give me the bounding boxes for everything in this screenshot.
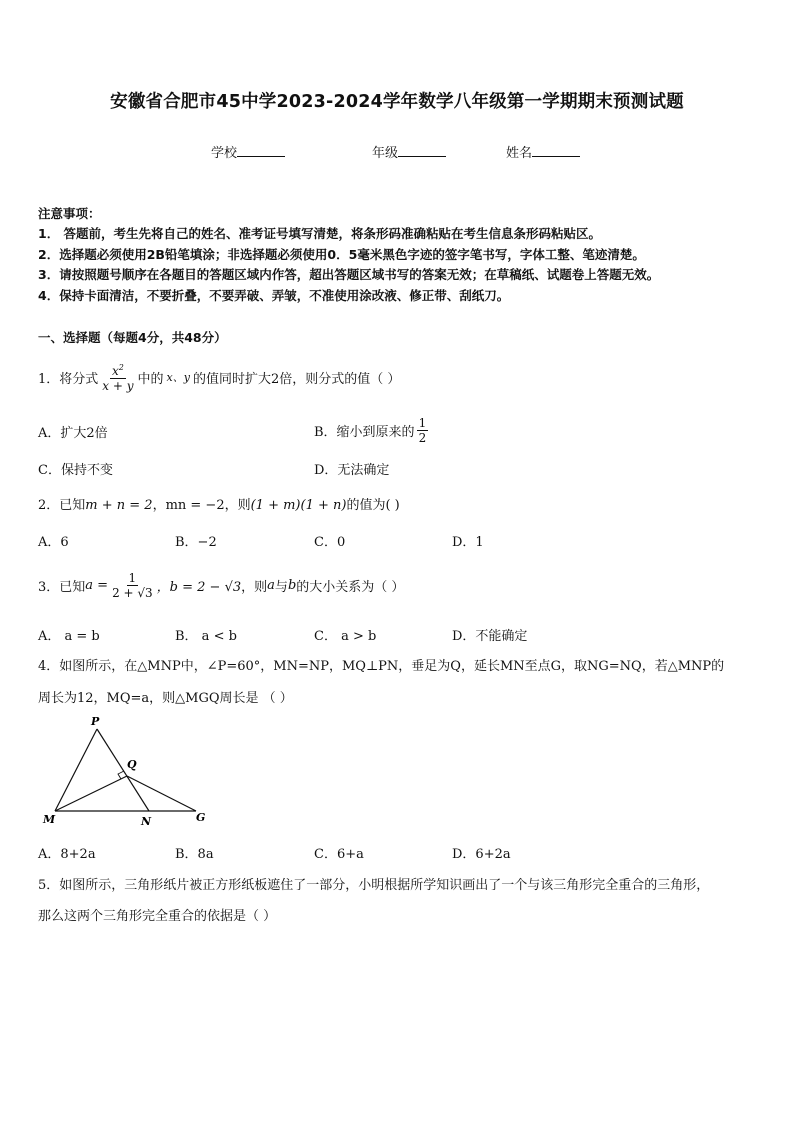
q2-eq2: ，mn = −2，则 [152,498,251,513]
q1-option-a[interactable]: A．扩大2倍 [38,426,108,441]
notice-item: 3．请按照题号顺序在各题目的答题区域内作答，超出答题区域书写的答案无效；在草稿纸、试题卷上答题无效。 [38,267,660,282]
name-blank[interactable] [532,144,580,157]
q3-mid: ，则 [241,579,268,595]
q5-line-1: 5．如图所示，三角形纸片被正方形纸板遮住了一部分，小明根据所学知识画出了一个与该三角形完全重合的三角形， [38,878,710,893]
q3-a-fraction [110,571,155,600]
segment-mq [55,776,127,811]
school-blank[interactable] [237,144,285,157]
q1-vars: x、y [166,371,190,384]
q3-a-lhs: a = [85,577,109,593]
q3-option-a[interactable]: A． a = b [38,629,100,644]
grade-label: 年级 [372,146,399,161]
q3-a: a [267,577,275,593]
q3-yu: 与 [274,579,288,595]
q2-option-c[interactable]: C．0 [314,535,346,550]
q3-option-b[interactable]: B． a < b [175,629,237,644]
notice-item: 4．保持卡面清洁，不要折叠，不要弄破、弄皱，不准使用涂改液、修正带、刮纸刀。 [38,288,510,303]
q1-option-b[interactable] [314,410,430,450]
question-2 [38,494,400,513]
q2-eq1: m + n = 2 [85,498,153,513]
q1-prefix: 1．将分式 [38,371,99,387]
q1-optb-den: 2 [418,430,427,445]
question-3 [38,563,404,607]
q3-suffix: 的大小关系为（ ） [296,579,405,595]
question-1 [38,356,400,398]
notice-item: 1． 答题前，考生先将自己的姓名、准考证号填写清楚，将条形码准确粘贴在考生信息条形码粘贴区。 [38,226,602,241]
q4-option-b[interactable]: B．8a [175,847,214,862]
name-field[interactable] [506,142,580,161]
label-q: Q [127,758,137,771]
label-n: N [141,815,152,828]
q3-option-d[interactable]: D．不能确定 [452,629,528,644]
q1-option-d[interactable]: D．无法确定 [314,463,390,478]
name-label: 姓名 [506,146,533,161]
q3-prefix: 3．已知 [38,579,86,595]
q3-a-num: 1 [128,570,137,585]
q4-option-a[interactable]: A．8+2a [38,847,96,862]
q1-frac-den: x + y [102,379,134,393]
q3-option-c[interactable]: C． a > b [314,629,377,644]
q3-a-den: 2 + √3 [112,585,153,600]
q2-option-d[interactable]: D．1 [452,535,484,550]
grade-blank[interactable] [398,144,446,157]
q2-expr: (1 + m)(1 + n) [250,498,347,513]
q1-optb-num: 1 [418,415,427,430]
q1-frac-sup: 2 [118,363,124,372]
label-m: M [43,813,56,826]
q1-frac-num: x [111,364,119,378]
q2-option-a[interactable]: A．6 [38,535,69,550]
grade-field[interactable] [372,142,446,161]
school-field[interactable] [211,142,285,161]
q1-optb-text: B．缩小到原来的 [314,424,415,440]
label-g: G [196,811,206,824]
segment-mp [55,729,97,811]
page-title: 安徽省合肥市45中学2023-2024学年数学八年级第一学期期末预测试题 [110,92,684,112]
notice-item: 2．选择题必须使用2B铅笔填涂；非选择题必须使用0．5毫米黑色字迹的签字笔书写，字体工整、笔迹清楚。 [38,247,645,262]
q3-b-expr: ，b = 2 − √3 [156,579,242,595]
q4-triangle-figure [38,715,218,835]
q1-suffix: 的值同时扩大2倍，则分式的值（ ） [192,371,401,387]
label-p: P [91,715,100,728]
q2-suffix: 的值为( ) [346,498,400,513]
q4-line-2: 周长为12，MQ=a，则△MGQ周长是 （ ） [38,691,293,706]
q1-mid: 中的 [137,371,164,387]
q5-line-2: 那么这两个三角形完全重合的依据是（ ） [38,909,277,924]
q4-option-c[interactable]: C．6+a [314,847,364,862]
q4-option-d[interactable]: D．6+2a [452,847,511,862]
q1-fraction [100,361,135,393]
q2-prefix: 2．已知 [38,498,86,513]
q1-optb-fraction [417,416,429,445]
segment-pn [97,729,149,811]
q3-b: b [287,577,297,593]
school-label: 学校 [211,146,238,161]
q1-option-c[interactable]: C．保持不变 [38,463,113,478]
q2-option-b[interactable]: B．−2 [175,535,217,550]
section-heading: 一、选择题（每题4分，共48分） [38,330,227,345]
q4-line-1: 4．如图所示，在△MNP中，∠P=60°，MN=NP，MQ⊥PN，垂足为Q，延长MN至点G，取NG=NQ，若△MNP的 [38,659,725,674]
notice-heading: 注意事项： [38,206,101,221]
